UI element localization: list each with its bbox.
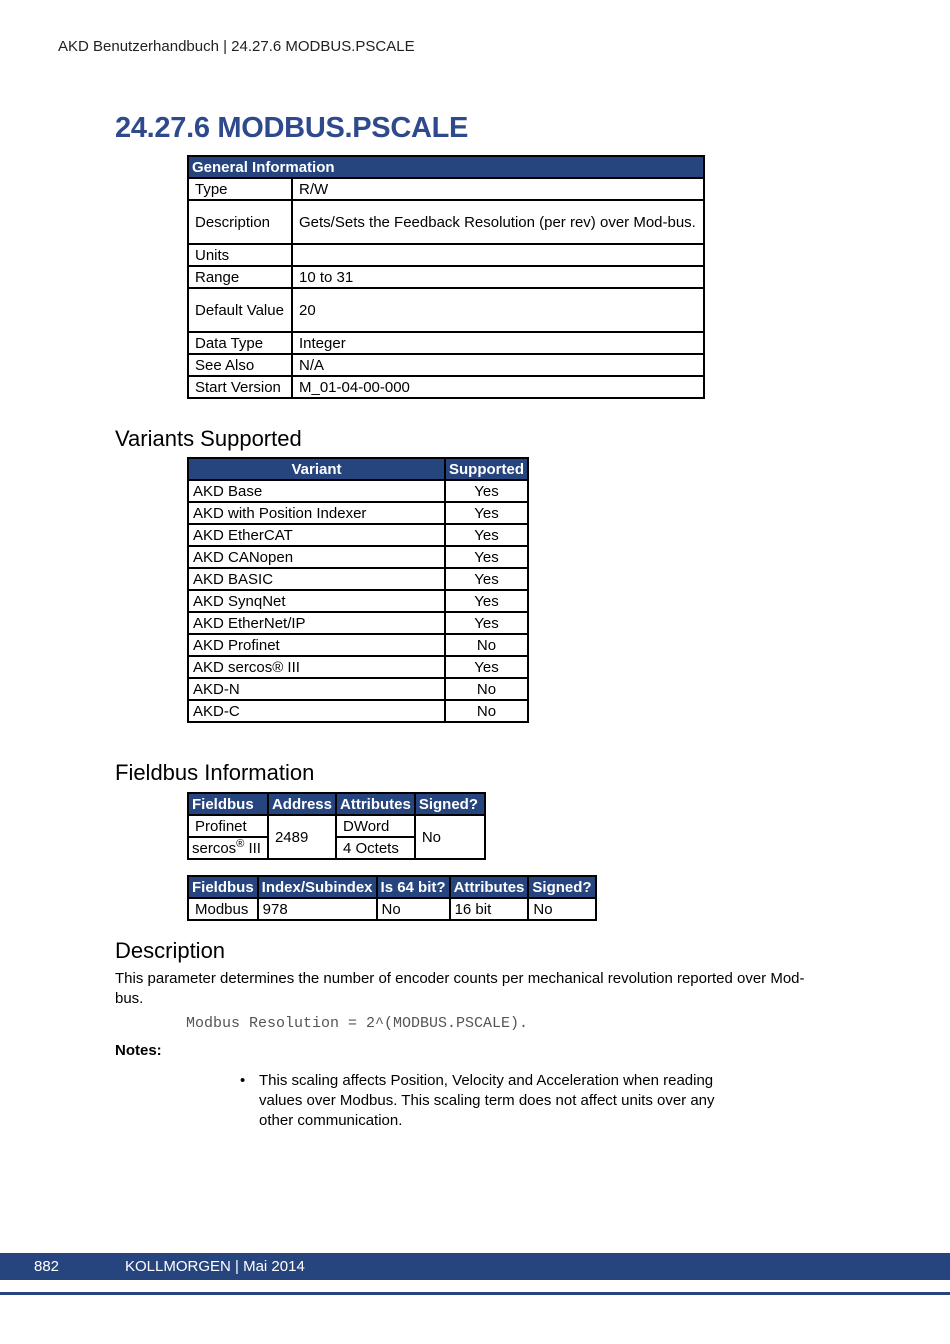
variant-name: AKD SynqNet [188, 590, 445, 612]
table-row [188, 200, 704, 244]
running-header: AKD Benutzerhandbuch | 24.27.6 MODBUS.PSCALE [58, 38, 415, 55]
variant-supported: Yes [445, 590, 528, 612]
fieldbus-heading: Fieldbus Information [115, 760, 315, 785]
row-key: See Also [188, 354, 292, 376]
col-signed: Signed? [528, 876, 595, 898]
table-row [188, 524, 528, 546]
footer-text: KOLLMORGEN | Mai 2014 [125, 1258, 305, 1275]
col-64bit: Is 64 bit? [377, 876, 450, 898]
variants-table [187, 457, 529, 723]
table-row [188, 590, 528, 612]
variant-supported: Yes [445, 502, 528, 524]
note-bullet-text: This scaling affects Position, Velocity and Acceleration when reading values over Modbus. This scaling term does not affect units over any other communication. [259, 1072, 715, 1129]
row-key: Range [188, 266, 292, 288]
row-key: Default Value [188, 288, 292, 332]
table-row [188, 178, 704, 200]
variant-supported: Yes [445, 568, 528, 590]
col-attributes: Attributes [450, 876, 529, 898]
table-row [188, 502, 528, 524]
page-number: 882 [34, 1258, 60, 1275]
variant-name: AKD EtherNet/IP [188, 612, 445, 634]
notes-label: Notes: [115, 1042, 162, 1059]
variant-supported: Yes [445, 480, 528, 502]
variant-name: AKD with Position Indexer [188, 502, 445, 524]
col-attributes: Attributes [336, 793, 415, 815]
table-row [188, 612, 528, 634]
table-row [188, 244, 704, 266]
table-row [188, 678, 528, 700]
variant-name: AKD BASIC [188, 568, 445, 590]
row-key: Units [188, 244, 292, 266]
table-row [188, 266, 704, 288]
col-variant: Variant [188, 458, 445, 480]
attribute-value: 4 Octets [336, 837, 415, 859]
row-value: Gets/Sets the Feedback Resolution (per rev) over Mod-bus. [292, 200, 704, 244]
row-key: Type [188, 178, 292, 200]
row-key: Start Version [188, 376, 292, 398]
attribute-value: 16 bit [450, 898, 529, 920]
table-row [188, 546, 528, 568]
variant-supported: Yes [445, 612, 528, 634]
table-row [188, 815, 485, 837]
variant-name: AKD-C [188, 700, 445, 722]
table-row [188, 332, 704, 354]
table-row [188, 288, 704, 332]
variant-supported: No [445, 700, 528, 722]
row-key: Description [188, 200, 292, 244]
registered-mark: ® [236, 837, 245, 850]
signed-value: No [415, 815, 485, 859]
page-title: 24.27.6 MODBUS.PSCALE [115, 112, 469, 144]
fieldbus-name [188, 837, 268, 859]
col-fieldbus: Fieldbus [188, 793, 268, 815]
fieldbus-name: Profinet [188, 815, 268, 837]
variant-supported: Yes [445, 524, 528, 546]
table-row [188, 898, 596, 920]
variant-supported: No [445, 634, 528, 656]
row-value: 10 to 31 [292, 266, 704, 288]
fieldbus-name: Modbus [188, 898, 258, 920]
index-value: 978 [258, 898, 377, 920]
formula-code: Modbus Resolution = 2^(MODBUS.PSCALE). [186, 1015, 529, 1032]
signed-value: No [528, 898, 595, 920]
fieldbus-name-suffix: III [244, 839, 261, 857]
variant-name: AKD Profinet [188, 634, 445, 656]
variant-name: AKD sercos® III [188, 656, 445, 678]
fieldbus-table-1 [187, 792, 486, 860]
bullet-icon: • [240, 1072, 246, 1089]
col-fieldbus: Fieldbus [188, 876, 258, 898]
table-row [188, 568, 528, 590]
variant-supported: No [445, 678, 528, 700]
description-heading: Description [115, 938, 226, 963]
col-supported: Supported [445, 458, 528, 480]
table-row [188, 656, 528, 678]
row-key: Data Type [188, 332, 292, 354]
table-row [188, 376, 704, 398]
row-value: Integer [292, 332, 704, 354]
table-row [188, 700, 528, 722]
description-text: This parameter determines the number of encoder counts per mechanical revolution reported over Mod-bus. [115, 970, 805, 1007]
general-info-table [187, 155, 705, 399]
footer-rule [0, 1292, 950, 1295]
fieldbus-name-text: sercos [192, 839, 237, 857]
variant-supported: Yes [445, 546, 528, 568]
row-value [292, 244, 704, 266]
table-row [188, 634, 528, 656]
row-value: N/A [292, 354, 704, 376]
row-value: 20 [292, 288, 704, 332]
variants-heading: Variants Supported [115, 426, 302, 451]
table-row [188, 354, 704, 376]
table-row [188, 480, 528, 502]
row-value: R/W [292, 178, 704, 200]
col-address: Address [268, 793, 336, 815]
variant-name: AKD-N [188, 678, 445, 700]
attribute-value: DWord [336, 815, 415, 837]
address-value: 2489 [268, 815, 336, 859]
variant-name: AKD Base [188, 480, 445, 502]
variant-supported: Yes [445, 656, 528, 678]
col-index-subindex: Index/Subindex [258, 876, 377, 898]
col-signed: Signed? [415, 793, 485, 815]
is64-value: No [377, 898, 450, 920]
variant-name: AKD EtherCAT [188, 524, 445, 546]
fieldbus-table-2 [187, 875, 597, 921]
general-info-heading: General Information [188, 156, 704, 178]
variant-name: AKD CANopen [188, 546, 445, 568]
row-value: M_01-04-00-000 [292, 376, 704, 398]
